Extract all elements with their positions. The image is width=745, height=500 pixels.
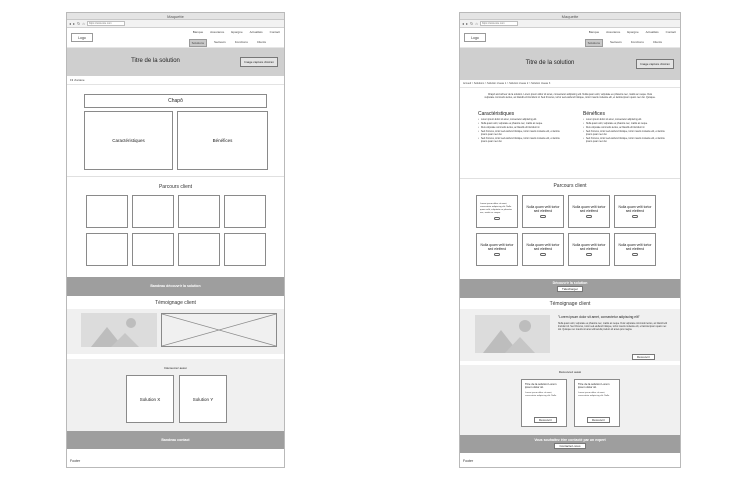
download-button[interactable]: Télécharger xyxy=(557,286,583,292)
related-card[interactable] xyxy=(521,379,567,427)
sub-nav-item[interactable]: Secteurs xyxy=(213,40,226,44)
top-nav-item[interactable]: Actualités xyxy=(249,30,263,34)
list-item: • Nulla quam velit, vulputate eu pharetra nec, mattis ac neque. xyxy=(583,123,669,126)
contact-button[interactable]: Contactez-nous xyxy=(554,443,585,449)
features-box: Caractéristiques xyxy=(84,111,173,170)
site-header xyxy=(67,28,284,48)
related-discover-button[interactable]: Découvrir xyxy=(534,417,557,423)
back-icon[interactable]: ◂ xyxy=(462,20,465,26)
journey-card-placeholder xyxy=(86,195,128,228)
card-indicator xyxy=(632,215,638,218)
window-title: Maquette xyxy=(561,14,579,19)
journey-card[interactable] xyxy=(614,233,656,266)
top-nav-item[interactable]: Banque xyxy=(192,30,204,34)
reload-icon[interactable]: ↻ xyxy=(77,20,81,26)
card-text: Nulla quam velit tortor sed eleifend xyxy=(572,204,606,213)
journey-card-placeholder xyxy=(132,233,174,266)
browser-toolbar xyxy=(67,20,284,28)
card-text: Nulla quam velit tortor sed eleifend xyxy=(618,242,652,251)
benefits-column xyxy=(583,111,669,145)
forward-icon[interactable]: ▸ xyxy=(466,20,469,26)
discover-also-title: Découvrez aussi xyxy=(558,370,582,374)
sub-nav-item[interactable]: Fonctions xyxy=(234,40,248,44)
list-item: • Nulla quam velit, vulputate eu pharetra nec, mattis ac neque. xyxy=(478,123,564,126)
reload-icon[interactable]: ↻ xyxy=(470,20,474,26)
benefits-box: Bénéfices xyxy=(177,111,268,170)
top-nav-item[interactable]: Contact xyxy=(665,30,676,34)
top-nav xyxy=(589,30,676,34)
card-indicator xyxy=(494,217,500,220)
journey-card[interactable] xyxy=(522,195,564,228)
related-card-title: Titre de la solution Lorem ipsum dolor sit. xyxy=(525,382,557,390)
home-icon[interactable]: ⌂ xyxy=(82,20,85,26)
sub-nav-item-solutions[interactable]: Solutions xyxy=(189,39,207,47)
card-text: Lorem ipsum dolor sit amet, consectetur adipiscing elit. Nulla quam velit, vulputate eu pharetra nec, mattis ac neque. xyxy=(480,203,512,214)
journey-card-placeholder xyxy=(132,195,174,228)
related-card[interactable] xyxy=(574,379,620,427)
quote-body: Nulla quam velit, vulputate eu pharetra nec, mattis ac neque. Duis vulputate commodo lectus, ac blandit elit tincidunt id. Sed rhoncus, tortor sed eleifend tristique, tortor mauris molestie elit, et lacinia ipsum quam nec dui. Quisque nec mauris sit amet elit iaculis pretium sit amet quis magna. xyxy=(558,323,668,331)
card-indicator xyxy=(540,215,546,218)
list-item: • Duis vulputate commodo lectus, ac blandit elit tincidunt id. xyxy=(478,127,564,130)
benefits-list xyxy=(583,119,669,144)
top-nav-item[interactable]: Epargne xyxy=(627,30,639,34)
wireframe-low-fidelity xyxy=(66,12,285,468)
features-title: Caractéristiques xyxy=(478,111,515,117)
top-nav xyxy=(193,30,280,34)
features-list xyxy=(478,119,564,144)
related-card-title: Titre de la solution Lorem ipsum dolor sit. xyxy=(578,382,610,390)
contact-banner-title: Vous souhaitez être contacté par un expert xyxy=(534,438,606,442)
chapo-box: Chapô xyxy=(84,94,267,108)
top-nav-item[interactable]: Assurance xyxy=(210,30,225,34)
browser-toolbar xyxy=(460,20,680,28)
list-item: • Sed rhoncus, tortor sed eleifend tristique, tortor mauris molestie elit, et lacinia ipsum quam nec dui. xyxy=(478,138,564,144)
logo[interactable]: Logo xyxy=(464,33,486,42)
back-icon[interactable]: ◂ xyxy=(69,20,72,26)
hero-image-placeholder: Image capture d'écran xyxy=(240,57,278,67)
related-card-text: Lorem ipsum dolor sit amet, consectetur adipiscing elit. Nulla xyxy=(525,391,557,397)
card-text: Nulla quam velit tortor sed eleifend xyxy=(572,242,606,251)
card-indicator xyxy=(632,253,638,256)
sub-nav xyxy=(189,39,268,47)
list-item: • Lorem ipsum dolor sit amet, consectetur adipiscing elit. xyxy=(478,119,564,122)
discover-banner xyxy=(460,279,680,298)
video-placeholder xyxy=(161,313,277,347)
related-card-text: Lorem ipsum dolor sit amet, consectetur adipiscing elit. Nulla xyxy=(578,391,610,397)
discover-also-section xyxy=(67,359,284,431)
quote-text: "Lorem ipsum dolor sit amet, consectetur adipiscing elit" xyxy=(558,315,640,319)
journey-card-placeholder xyxy=(178,233,220,266)
card-indicator xyxy=(586,253,592,256)
journey-card[interactable] xyxy=(522,233,564,266)
journey-card[interactable] xyxy=(476,233,518,266)
card-indicator xyxy=(494,253,500,256)
image-icon xyxy=(81,313,157,347)
footer: Footer xyxy=(463,459,474,463)
breadcrumb[interactable]: Accueil > Solutions > Solution niveau 1 > Solution niveau 2 > Solution niveau 3 xyxy=(460,80,680,88)
solution-card[interactable]: Solution Y xyxy=(179,375,227,423)
top-nav-item[interactable]: Assurance xyxy=(606,30,621,34)
divider xyxy=(460,178,680,179)
discover-banner[interactable]: Bandeau découvrir la solution xyxy=(67,277,284,296)
card-text: Nulla quam velit tortor sed eleifend xyxy=(480,242,514,251)
card-indicator xyxy=(540,253,546,256)
top-nav-item[interactable]: Epargne xyxy=(231,30,243,34)
top-nav-item[interactable]: Contact xyxy=(269,30,280,34)
footer: Footer xyxy=(70,459,81,463)
journey-card-placeholder xyxy=(178,195,220,228)
hero-title: Titre de la solution xyxy=(131,58,180,64)
url-field[interactable]: https://www.site.com xyxy=(480,21,518,26)
home-icon[interactable]: ⌂ xyxy=(475,20,478,26)
journey-card-placeholder xyxy=(224,195,266,228)
url-field[interactable]: https://www.site.com xyxy=(87,21,125,26)
card-text: Nulla quam velit tortor sed eleifend xyxy=(526,204,560,213)
journey-card-placeholder xyxy=(224,233,266,266)
list-item: • Sed rhoncus, tortor sed eleifend tristique, tortor mauris molestie elit, et lacinia ipsum quam nec dui. xyxy=(478,131,564,137)
intro-paragraph: Chapô accrocheur de la solution. Lorem ipsum dolor sit amet, consectetur adipiscing elit. Nulla quam velit, vulputate eu pharetra nec, mattis ac neque. Duis vulputate commodo lectus, ac blandit elit tincidunt id. Sed rhoncus, tortor sed eleifend tristique, tortor mauris molestie elit, et lacinia ipsum quam nec dui. Quisque. xyxy=(484,93,656,100)
testimonial-title: Témoignage client xyxy=(549,301,591,307)
features-column xyxy=(478,111,564,145)
discover-also-section xyxy=(460,365,680,435)
sub-nav xyxy=(585,39,664,47)
card-text: Nulla quam velit tortor sed eleifend xyxy=(618,204,652,213)
hero-image-placeholder: Image capture d'écran xyxy=(636,59,674,69)
journey-title: Parcours client xyxy=(553,183,587,189)
journey-title: Parcours client xyxy=(158,184,193,190)
list-item: • Sed rhoncus, tortor sed eleifend tristique, tortor mauris molestie elit, et lacinia ipsum quam nec dui. xyxy=(583,131,669,137)
sub-nav-item[interactable]: Clients xyxy=(256,40,266,44)
journey-card[interactable] xyxy=(568,195,610,228)
window-titlebar xyxy=(67,13,284,20)
hero-title: Titre de la solution xyxy=(525,60,575,66)
related-discover-button[interactable]: Découvrir xyxy=(587,417,610,423)
list-item: • Lorem ipsum dolor sit amet, consectetur adipiscing elit. xyxy=(583,119,669,122)
card-text: Nulla quam velit tortor sed eleifend xyxy=(526,242,560,251)
divider xyxy=(67,176,284,177)
discover-banner-title: Découvrir la solution xyxy=(552,281,588,285)
forward-icon[interactable]: ▸ xyxy=(73,20,76,26)
sub-nav-item-solutions[interactable]: Solutions xyxy=(585,39,603,47)
testimonial-band xyxy=(460,309,680,361)
card-indicator xyxy=(586,215,592,218)
journey-card-placeholder xyxy=(86,233,128,266)
testimonial-title: Témoignage client xyxy=(155,300,196,306)
wireframe-high-fidelity xyxy=(459,12,681,468)
contact-banner xyxy=(460,435,680,453)
benefits-title: Bénéfices xyxy=(583,111,605,117)
quote-discover-button[interactable]: Découvrir xyxy=(632,354,655,360)
solution-card[interactable]: Solution X xyxy=(126,375,174,423)
journey-card[interactable] xyxy=(476,195,518,228)
testimonial-band xyxy=(67,309,284,354)
window-title: Maquette xyxy=(167,14,184,19)
sub-nav-item[interactable]: Secteurs xyxy=(609,40,622,44)
top-nav-item[interactable]: Banque xyxy=(588,30,600,34)
site-header xyxy=(460,28,680,48)
image-icon xyxy=(475,315,550,353)
sub-nav-item[interactable]: Fonctions xyxy=(630,40,644,44)
top-nav-item[interactable]: Actualités xyxy=(645,30,659,34)
window-titlebar xyxy=(460,13,680,20)
contact-banner[interactable]: Bandeau contact xyxy=(67,431,284,449)
logo[interactable]: Logo xyxy=(71,33,93,42)
breadcrumb[interactable]: Fil d'ariane xyxy=(67,76,284,85)
list-item: • Duis vulputate commodo lectus, ac blandit elit tincidunt id. xyxy=(583,127,669,130)
discover-also-title: Découvrez aussi xyxy=(164,366,187,370)
hero-section xyxy=(460,48,680,80)
list-item: • Sed rhoncus, tortor sed eleifend tristique, tortor mauris molestie elit, et lacinia ipsum quam nec dui. xyxy=(583,138,669,144)
journey-card[interactable] xyxy=(568,233,610,266)
hero-section xyxy=(67,48,284,76)
sub-nav-item[interactable]: Clients xyxy=(652,40,662,44)
journey-card[interactable] xyxy=(614,195,656,228)
